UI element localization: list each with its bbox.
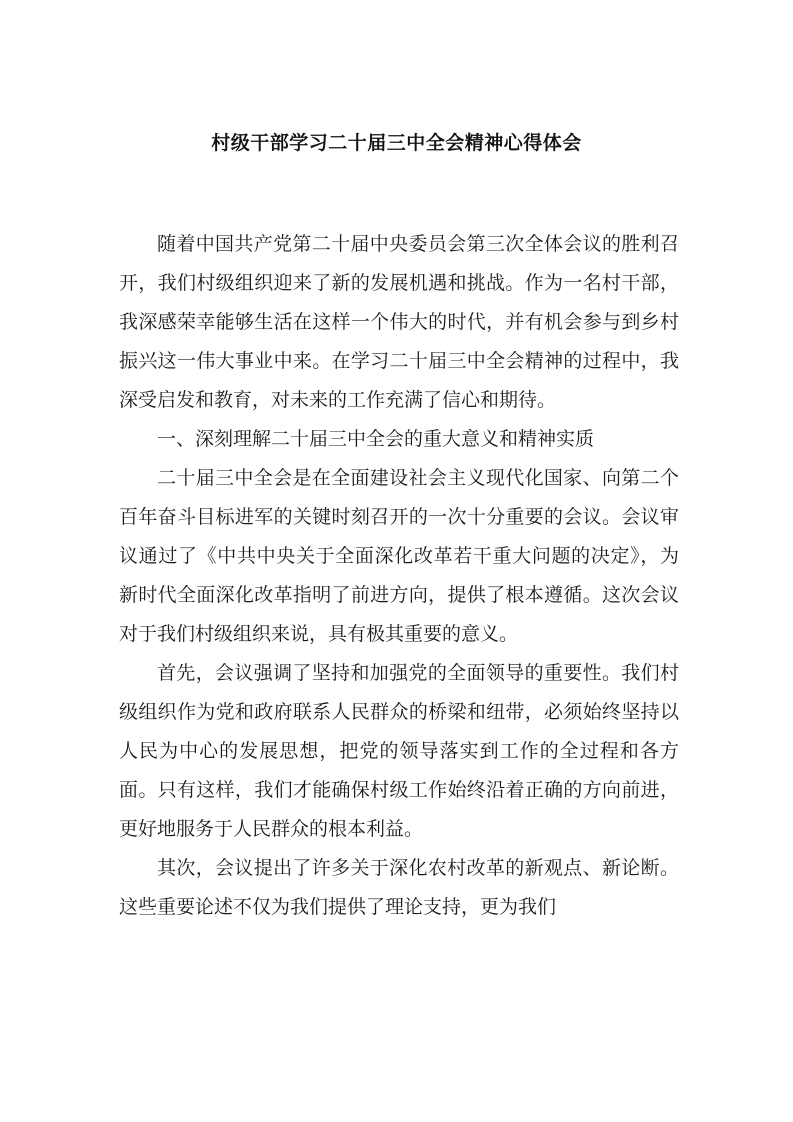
paragraph-first-point: 首先，会议强调了坚持和加强党的全面领导的重要性。我们村级组织作为党和政府联系人民群众的桥梁和纽带，必须始终坚持以人民为中心的发展思想，把党的领导落实到工作的全过程和各方面。只有这样，我们才能确保村级工作始终沿着正确的方向前进，更好地服务于人民群众的根本利益。 [119, 662, 679, 840]
section-heading-1: 一、深刻理解二十届三中全会的重大意义和精神实质 [157, 428, 595, 450]
paragraph-intro: 随着中国共产党第二十届中央委员会第三次全体会议的胜利召开，我们村级组织迎来了新的发展机遇和挑战。作为一名村干部，我深感荣幸能够生活在这样一个伟大的时代，并有机会参与到乡村振兴这一伟大事业中来。在学习二十届三中全会精神的过程中，我深受启发和教育，对未来的工作充满了信心和期待。 [119, 233, 679, 411]
document-title: 村级干部学习二十届三中全会精神心得体会 [211, 132, 582, 154]
paragraph-significance: 二十届三中全会是在全面建设社会主义现代化国家、向第二个百年奋斗目标进军的关键时刻召开的一次十分重要的会议。会议审议通过了《中共中央关于全面深化改革若干重大问题的决定》，为新时代全面深化改革指明了前进方向，提供了根本遵循。这次会议对于我们村级组织来说，具有极其重要的意义。 [119, 467, 679, 645]
document-body [119, 225, 679, 927]
paragraph-second-point: 其次，会议提出了许多关于深化农村改革的新观点、新论断。这些重要论述不仅为我们提供了理论支持，更为我们 [119, 857, 679, 918]
